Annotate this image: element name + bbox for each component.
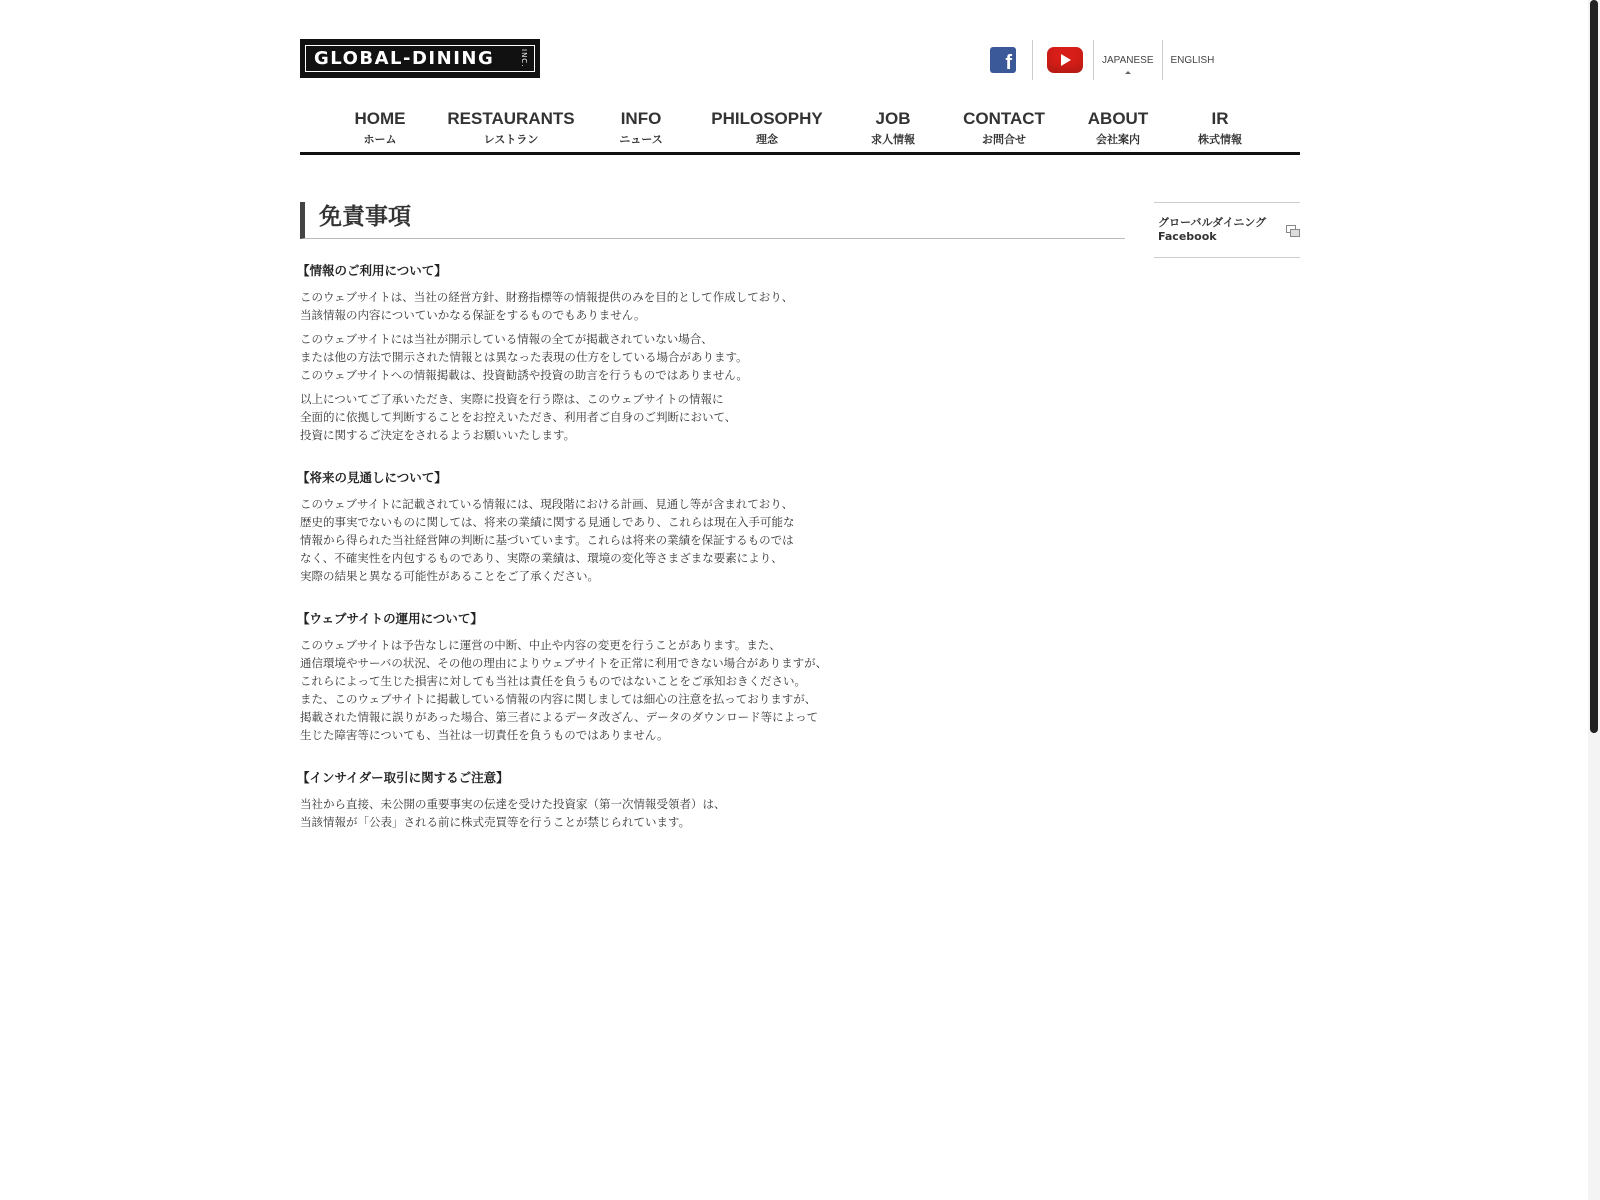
nav-label-en: ABOUT [1087, 109, 1149, 128]
nav-label-en: RESTAURANTS [447, 109, 575, 128]
section-heading: 【ウェブサイトの運用について】 [297, 611, 483, 626]
nav-job[interactable] [871, 110, 915, 147]
logo-text: GLOBAL-DINING [314, 48, 495, 69]
lang-english-link[interactable]: ENGLISH [1170, 54, 1215, 66]
nav-label-ja: 理念 [756, 132, 778, 146]
scrollbar-track[interactable] [1588, 0, 1600, 1200]
nav-about[interactable] [1088, 110, 1148, 147]
nav-label-en: IR [1211, 109, 1229, 128]
facebook-icon[interactable]: f [990, 47, 1016, 73]
sidebar [1154, 202, 1300, 258]
nav-label-ja: 株式情報 [1198, 132, 1242, 146]
section-heading: 【将来の見通しについて】 [297, 470, 447, 485]
nav-label-ja: 求人情報 [871, 132, 915, 146]
page-title: 免責事項 [300, 202, 1125, 239]
nav-ir[interactable] [1198, 110, 1242, 147]
nav-philosophy[interactable] [711, 110, 822, 147]
lang-japanese-link[interactable]: JAPANESE [1094, 55, 1162, 66]
scrollbar-thumb[interactable] [1590, 0, 1598, 733]
external-window-icon [1286, 225, 1300, 237]
nav-label-en: INFO [620, 109, 662, 128]
section-paragraph: 以上についてご了承いただき、実際に投資を行う際は、このウェブサイトの情報に 全面的に依拠して判断することをお控えいただき、利用者ご自身のご判断において、 投資に関するご決定をされるようお願いいたします。 [300, 392, 737, 442]
nav-label-ja: レストラン [483, 132, 539, 146]
nav-label-ja: ホーム [363, 132, 397, 146]
sidebar-facebook-link[interactable]: グローバルダイニング Facebook [1158, 216, 1267, 243]
nav-label-en: HOME [354, 109, 406, 128]
section-heading: 【インサイダー取引に関するご注意】 [297, 770, 509, 785]
global-nav [300, 110, 1300, 155]
nav-label-ja: お問合せ [982, 132, 1026, 146]
section-paragraph: このウェブサイトは、当社の経営方針、財務指標等の情報提供のみを目的として作成しており、 当該情報の内容についていかなる保証をするものでもありません。 [300, 290, 794, 322]
section-paragraph: 当社から直接、未公開の重要事実の伝達を受けた投資家（第一次情報受領者）は、 当該情報が「公表」される前に株式売買等を行うことが禁じられています。 [300, 797, 726, 829]
nav-home[interactable] [355, 110, 406, 147]
youtube-icon[interactable] [1047, 47, 1083, 73]
main-content [297, 202, 1125, 831]
header-social-bar [990, 40, 1222, 80]
header-divider [1032, 40, 1033, 80]
section-paragraph: このウェブサイトに記載されている情報には、現段階における計画、見通し等が含まれており、 歴史的事実でないものに関しては、将来の業績に関する見通しであり、これらは現在入手可能な 情報から得られた当社経営陣の判断に基づいています。これらは将来の業績を保証するものでは なく、不確実性を内包するものであり、実際の業績は、環境の変化等さまざまな要素により、 実際の結果と異なる可能性があることをご了承ください。 [300, 497, 795, 583]
nav-label-en: PHILOSOPHY [711, 109, 823, 128]
section-paragraph: このウェブサイトには当社が開示している情報の全てが掲載されていない場合、 または他の方法で開示された情報とは異なった表現の仕方をしている場合があります。 このウェブサイトへの情報掲載は、投資勧誘や投資の助言を行うものではありません。 [300, 332, 748, 382]
section-paragraph: このウェブサイトは予告なしに運営の中断、中止や内容の変更を行うことがあります。また、 通信環境やサーバの状況、その他の理由によりウェブサイトを正常に利用できない場合がありますが、 これらによって生じた損害に対しても当社は責任を負うものではないことをご承知おきください。 また、このウェブサイトに掲載している情報の内容に関しましては細心の注意を払っておりますが、 掲載された情報に誤りがあった場合、第三者によるデータ改ざん、データのダウンロード等によって 生じた障害等についても、当社は一切責任を負うものではありません。 [300, 638, 828, 742]
logo-frame [305, 45, 535, 72]
nav-label-ja: ニュース [619, 132, 663, 146]
nav-info[interactable] [619, 110, 662, 147]
nav-contact[interactable] [963, 110, 1045, 147]
nav-restaurants[interactable] [447, 110, 574, 147]
section-heading: 【情報のご利用について】 [297, 263, 447, 278]
nav-label-ja: 会社案内 [1095, 132, 1140, 146]
logo-inc: INC. [520, 49, 528, 68]
nav-label-en: CONTACT [963, 109, 1045, 128]
nav-label-en: JOB [875, 109, 911, 128]
site-logo[interactable] [300, 39, 540, 78]
